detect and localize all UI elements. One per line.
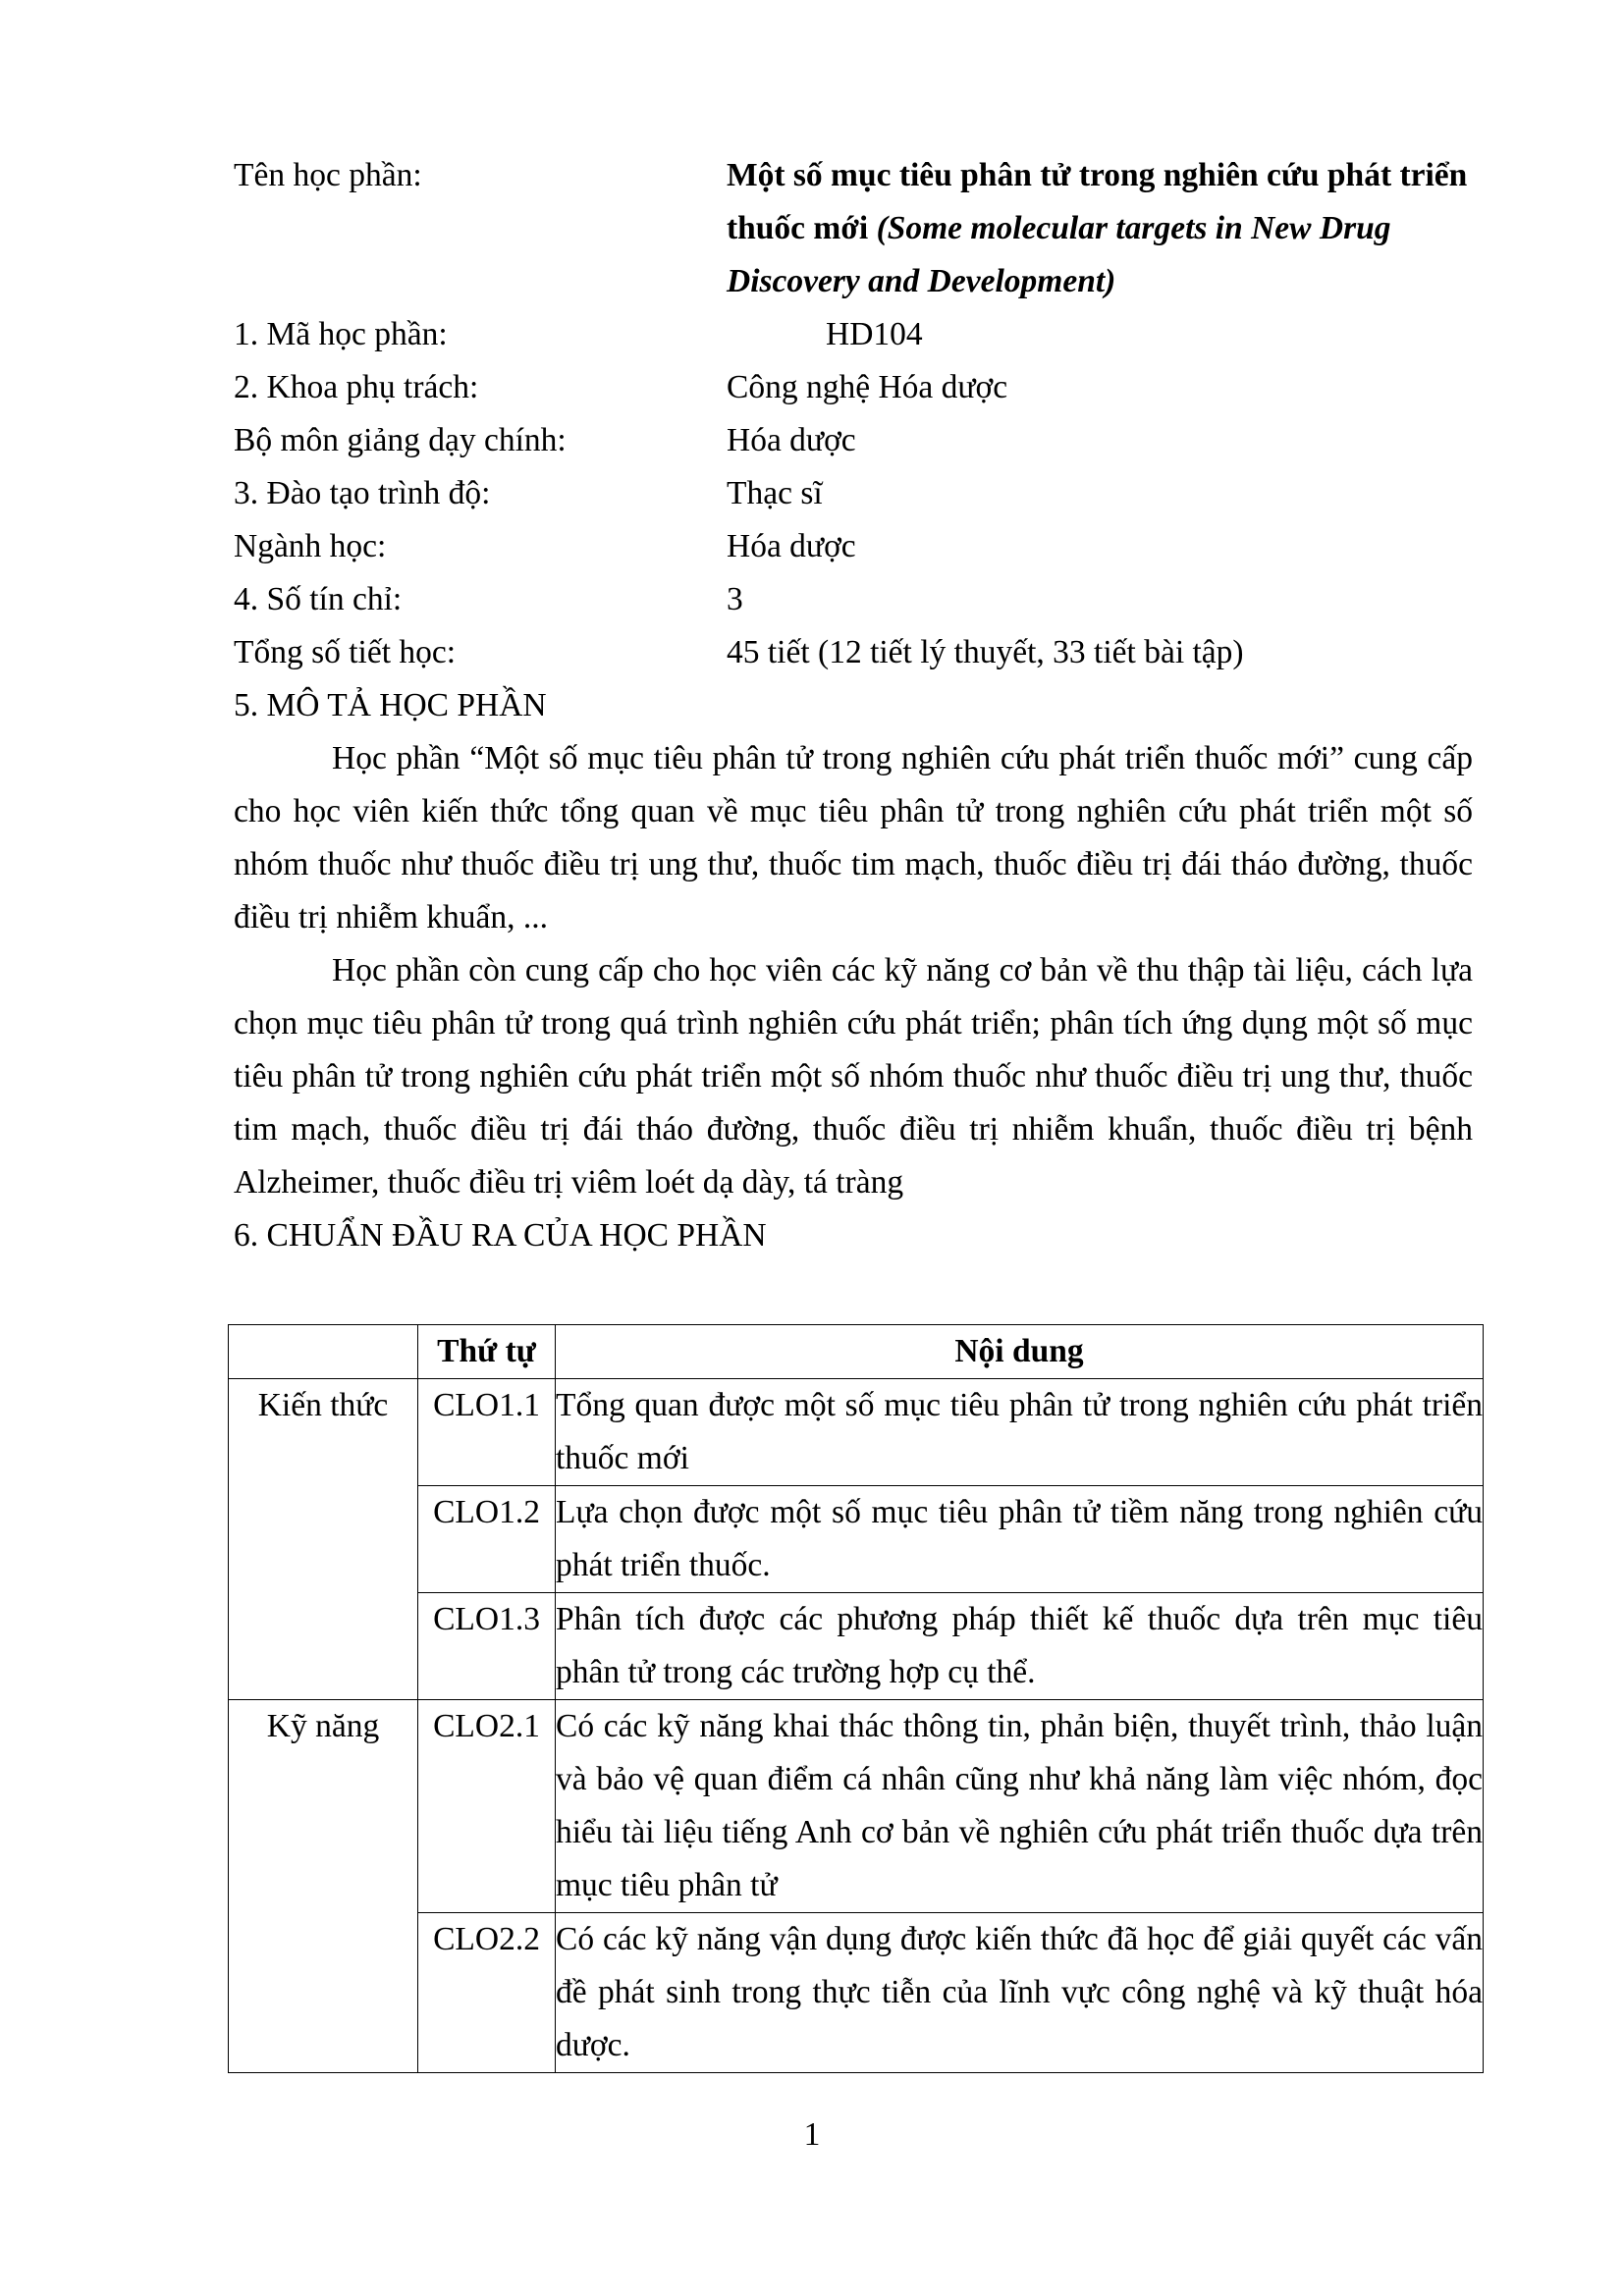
faculty-value: Công nghệ Hóa dược <box>727 369 1008 405</box>
clo-code-cell: CLO1.3 <box>418 1593 556 1700</box>
course-name-value <box>727 149 1483 308</box>
faculty-label: 2. Khoa phụ trách: <box>234 369 479 405</box>
group-skills-cell: Kỹ năng <box>229 1700 418 2073</box>
degree-level-label: 3. Đào tạo trình độ: <box>234 475 491 511</box>
table-row <box>229 1700 1484 1913</box>
department-value: Hóa dược <box>727 422 856 458</box>
header-content-cell: Nội dung <box>556 1325 1484 1379</box>
clo-code-cell: CLO1.1 <box>418 1379 556 1486</box>
course-name-vi: Một số mục tiêu phân tử trong nghiên cứu phát triển thuốc mới <box>727 157 1468 246</box>
header-order-cell: Thứ tự <box>418 1325 556 1379</box>
total-hours-value: 45 tiết (12 tiết lý thuyết, 33 tiết bài tập) <box>727 634 1244 670</box>
course-name-label: Tên học phần: <box>234 157 422 193</box>
section-5-heading: 5. MÔ TẢ HỌC PHẦN <box>234 687 547 723</box>
major-label: Ngành học: <box>234 528 387 564</box>
clo-code-cell: CLO2.2 <box>418 1913 556 2073</box>
learning-outcomes-table <box>228 1324 1484 2073</box>
clo-content-cell: Có các kỹ năng vận dụng được kiến thức đã học để giải quyết các vấn đề phát sinh trong thực tiễn của lĩnh vực công nghệ và kỹ thuật hóa dược. <box>556 1913 1484 2073</box>
clo-content-cell: Tổng quan được một số mục tiêu phân tử trong nghiên cứu phát triển thuốc mới <box>556 1379 1484 1486</box>
section-5-paragraph-2: Học phần còn cung cấp cho học viên các kỹ năng cơ bản về thu thập tài liệu, cách lựa chọn mục tiêu phân tử trong quá trình nghiên cứu phát triển; phân tích ứng dụng một số mục tiêu phân tử trong nghiên cứu phát triển một số nhóm thuốc như thuốc điều trị ung thư, thuốc tim mạch, thuốc điều trị đái tháo đường, thuốc điều trị nhiễm khuẩn, thuốc điều trị bệnh Alzheimer, thuốc điều trị viêm loét dạ dày, tá tràng <box>234 952 1473 1201</box>
clo-content-cell: Lựa chọn được một số mục tiêu phân tử tiềm năng trong nghiên cứu phát triển thuốc. <box>556 1486 1484 1593</box>
course-name-en: (Some molecular targets in New Drug Discovery and Development) <box>727 210 1391 299</box>
clo-code-cell: CLO2.1 <box>418 1700 556 1913</box>
course-code-label: 1. Mã học phần: <box>234 316 448 352</box>
group-knowledge-cell: Kiến thức <box>229 1379 418 1700</box>
total-hours-label: Tổng số tiết học: <box>234 634 457 670</box>
clo-content-cell: Phân tích được các phương pháp thiết kế thuốc dựa trên mục tiêu phân tử trong các trường hợp cụ thể. <box>556 1593 1484 1700</box>
credits-value: 3 <box>727 581 743 617</box>
clo-content-cell: Có các kỹ năng khai thác thông tin, phản biện, thuyết trình, thảo luận và bảo vệ quan điểm cá nhân cũng như khả năng làm việc nhóm, đọc hiểu tài liệu tiếng Anh cơ bản về nghiên cứu phát triển thuốc dựa trên mục tiêu phân tử <box>556 1700 1484 1913</box>
section-5-paragraph-1: Học phần “Một số mục tiêu phân tử trong nghiên cứu phát triển thuốc mới” cung cấp cho học viên kiến thức tổng quan về mục tiêu phân tử trong nghiên cứu phát triển một số nhóm thuốc như thuốc điều trị ung thư, thuốc tim mạch, thuốc điều trị đái tháo đường, thuốc điều trị nhiễm khuẩn, ... <box>234 740 1473 935</box>
table-row <box>229 1379 1484 1486</box>
degree-level-value: Thạc sĩ <box>727 475 823 511</box>
table-header-row <box>229 1325 1484 1379</box>
department-label: Bộ môn giảng dạy chính: <box>234 422 567 458</box>
section-6-heading: 6. CHUẨN ĐẦU RA CỦA HỌC PHẦN <box>234 1217 767 1254</box>
header-group-cell <box>229 1325 418 1379</box>
credits-label: 4. Số tín chỉ: <box>234 581 403 617</box>
page-number: 1 <box>803 2116 821 2153</box>
clo-code-cell: CLO1.2 <box>418 1486 556 1593</box>
major-value: Hóa dược <box>727 528 856 564</box>
course-code-value: HD104 <box>826 316 923 352</box>
